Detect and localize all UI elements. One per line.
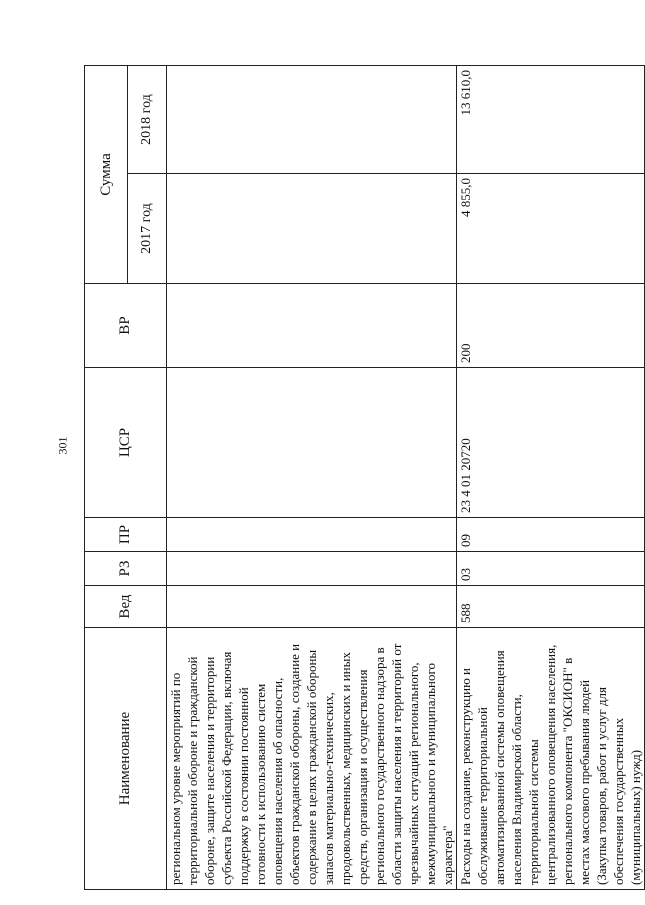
row-name: Расходы на создание, реконструкцию и обслуживание территориальной автоматизированной системы оповещения населения Владимирской области, территориальной системы централизованного оповещения населения, регионального компонента "ОКСИОН" в местах массового пребывания людей (Закупка товаров, работ и услуг для обеспечения государственных (муниципальных) нужд) <box>457 628 645 890</box>
header-2018: 2018 год <box>128 65 167 173</box>
row-vr <box>167 284 457 368</box>
row-csr <box>167 368 457 518</box>
budget-table <box>84 65 645 890</box>
table-row <box>167 65 457 889</box>
row-2018: 13 610,0 <box>457 65 645 173</box>
header-rz: РЗ <box>85 552 167 586</box>
row-rz <box>167 552 457 586</box>
header-name: Наименование <box>85 628 167 890</box>
row-csr: 23 4 01 20720 <box>457 368 645 518</box>
row-rz: 03 <box>457 552 645 586</box>
row-ved <box>167 586 457 628</box>
row-vr: 200 <box>457 284 645 368</box>
row-2017 <box>167 174 457 284</box>
table-row <box>457 65 645 889</box>
page-number: 301 <box>55 436 70 455</box>
row-pr: 09 <box>457 518 645 552</box>
header-pr: ПР <box>85 518 167 552</box>
row-name: региональном уровне мероприятий по территориальной обороне и гражданской обороне, защите населения и территории субъекта Российской Федерации, включая поддержку в состоянии постоянной готовности к использованию систем оповещения населения об опасности, объектов гражданской обороны, создание и содержание в целях гражданской обороны запасов материально-технических, продовольственных, медицинских и иных средств, организация и осуществления регионального государственного надзора в области защиты населения и территорий от чрезвычайных ситуаций регионального, межмуниципального и муниципального характера" <box>167 628 457 890</box>
row-pr <box>167 518 457 552</box>
header-ved: Вед <box>85 586 167 628</box>
row-ved: 588 <box>457 586 645 628</box>
header-sum: Сумма <box>85 65 128 283</box>
row-2018 <box>167 65 457 173</box>
header-vr: ВР <box>85 284 167 368</box>
row-2017: 4 855,0 <box>457 174 645 284</box>
rotated-page-content <box>84 66 643 890</box>
table-header-row <box>85 65 128 889</box>
header-2017: 2017 год <box>128 174 167 284</box>
header-csr: ЦСР <box>85 368 167 518</box>
